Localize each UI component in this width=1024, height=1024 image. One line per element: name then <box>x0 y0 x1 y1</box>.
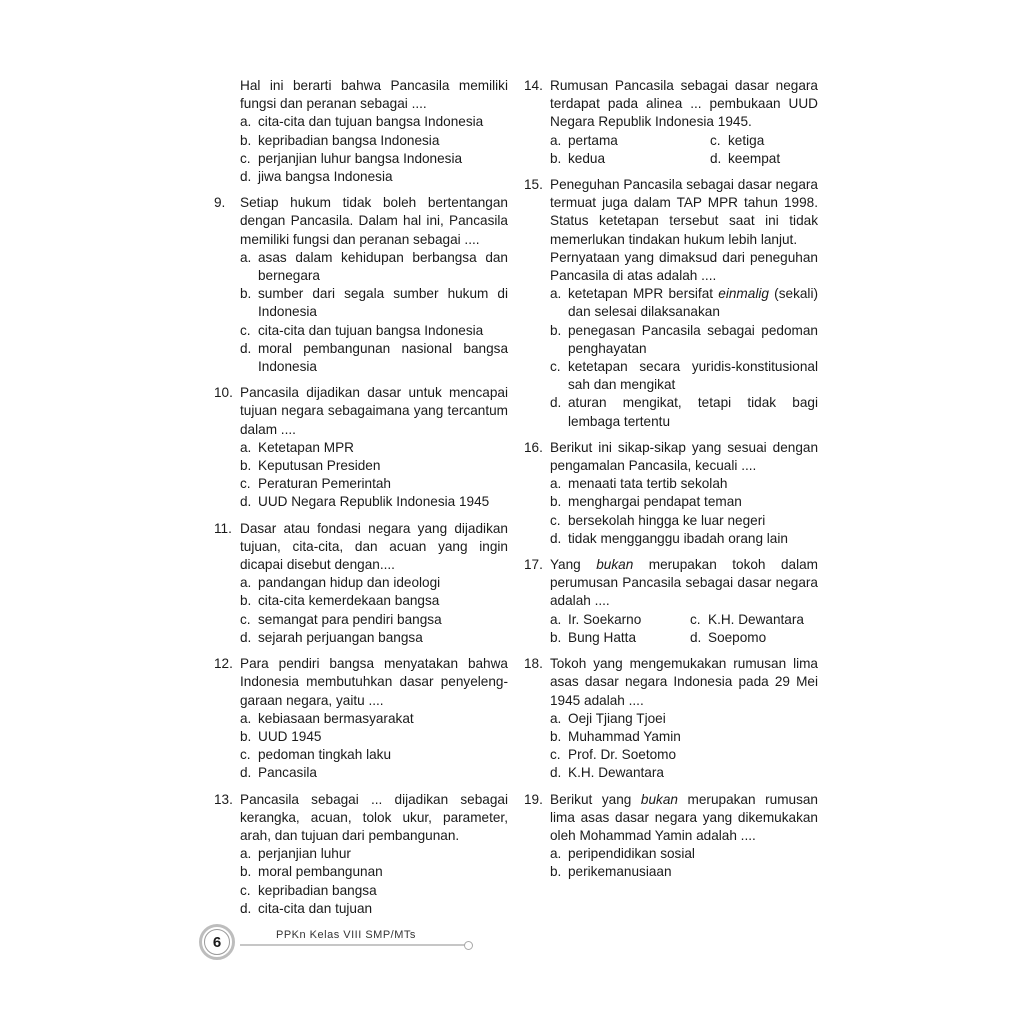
question-number: 10. <box>214 385 233 401</box>
option-b[interactable]: b. sumber dari segala sumber hukum di Indonesia <box>240 286 508 320</box>
option-a[interactable]: a. pertama <box>550 132 618 148</box>
options-grid <box>550 132 818 168</box>
option-c[interactable]: c. pedoman tingkah laku <box>240 747 392 763</box>
option-c[interactable]: c. ketetapan secara yuridis-konstitusional sah dan mengikat <box>550 359 818 393</box>
option-d[interactable]: d. Pancasila <box>240 765 317 781</box>
option-a[interactable]: a. cita-cita dan tujuan bangsa Indonesia <box>240 114 484 130</box>
question-stem: Hal ini berarti bahwa Pancasila memiliki fungsi dan peranan sebagai .... <box>240 78 508 112</box>
question-10 <box>214 384 508 511</box>
option-a[interactable]: a. Ir. Soekarno <box>550 611 642 627</box>
option-c[interactable]: c. Prof. Dr. Soetomo <box>550 747 677 763</box>
option-d[interactable]: d. moral pembangunan nasional bangsa Indonesia <box>240 340 508 375</box>
option-c[interactable]: c. kepribadian bangsa <box>240 882 377 898</box>
question-15 <box>524 176 818 431</box>
question-stem: Berikut ini sikap-sikap yang sesuai dengan pengamalan Pancasila, kecuali .... <box>550 439 818 474</box>
option-b[interactable]: b. perikemanusiaan <box>550 864 672 880</box>
question-9 <box>214 194 508 376</box>
footer-dot-icon <box>464 941 473 950</box>
option-b[interactable]: b. Keputusan Presiden <box>240 458 381 474</box>
option-d[interactable]: d. sejarah perjuangan bangsa <box>240 629 423 645</box>
option-d[interactable]: d. UUD Negara Republik Indonesia 1945 <box>240 494 490 510</box>
question-stem: Yang bukan merupakan tokoh dalam perumusan Pancasila sebagai dasar negara adalah .... <box>550 557 818 609</box>
question-stem: Berikut yang bukan merupakan rumusan lima asas dasar negara yang dikemukakan oleh Mohammad Yamin adalah .... <box>550 791 818 843</box>
question-18 <box>524 655 818 782</box>
question-number: 14. <box>524 78 543 93</box>
question-stem: Para pendiri bangsa menyatakan bahwa Indonesia membutuhkan dasar penyeleng-garaan negara, yaitu .... <box>240 656 508 708</box>
option-d[interactable]: d. jiwa bangsa Indonesia <box>240 169 393 185</box>
question-number: 15. <box>524 177 543 193</box>
question-8-continuation <box>214 77 508 186</box>
question-number: 11. <box>214 520 232 536</box>
option-b[interactable]: b. penegasan Pancasila sebagai pedoman penghayatan <box>550 322 818 356</box>
option-b[interactable]: b. cita-cita kemerdekaan bangsa <box>240 593 440 609</box>
italic-term: einmalig <box>718 286 769 302</box>
question-number: 12. <box>214 656 233 672</box>
option-b[interactable]: b. kepribadian bangsa Indonesia <box>240 132 440 148</box>
option-d[interactable]: d. Soepomo <box>690 629 767 645</box>
option-d[interactable]: d. keempat <box>710 150 781 166</box>
question-number: 17. <box>524 557 543 573</box>
left-column <box>214 77 508 926</box>
option-a[interactable]: a. pandangan hidup dan ideologi <box>240 575 441 591</box>
question-stem: Peneguhan Pancasila sebagai dasar negara termuat juga dalam TAP MPR tahun 1998. Status ketetapan tersebut saat ini tidak memerlukan tindakan hukum lebih lanjut. <box>550 177 818 247</box>
question-stem: Tokoh yang mengemukakan rumusan lima asas dasar negara Indonesia pada 29 Mei 1945 adalah .... <box>550 656 818 708</box>
question-stem: Pancasila dijadikan dasar untuk mencapai tujuan negara sebagaimana yang tercantum dalam .... <box>240 385 508 437</box>
option-b[interactable]: b. moral pembangunan <box>240 864 383 880</box>
option-d[interactable]: d. aturan mengikat, tetapi tidak bagi lembaga tertentu <box>550 395 818 429</box>
option-b[interactable]: b. Muhammad Yamin <box>550 728 681 744</box>
options-grid <box>550 611 818 647</box>
question-19 <box>524 791 818 882</box>
option-c[interactable]: c. ketiga <box>710 132 765 148</box>
question-16 <box>524 439 818 548</box>
right-column <box>524 77 818 890</box>
question-17 <box>524 556 818 647</box>
page-number-badge <box>199 924 235 960</box>
option-a[interactable]: a. peripendidikan sosial <box>550 846 695 862</box>
option-a[interactable]: a. ketetapan MPR bersifat einmalig (sekali) dan selesai dilaksanakan <box>550 286 818 320</box>
question-14 <box>524 77 818 168</box>
option-d[interactable]: d. tidak mengganggu ibadah orang lain <box>550 530 788 546</box>
page-number: 6 <box>204 929 230 955</box>
option-a[interactable]: a. menaati tata tertib sekolah <box>550 476 728 492</box>
question-number: 19. <box>524 791 543 807</box>
option-b[interactable]: b. menghargai pendapat teman <box>550 494 742 510</box>
question-stem: Pancasila sebagai ... dijadikan sebagai kerangka, acuan, tolok ukur, parameter, arah, dan tujuan dari pembangunan. <box>240 791 508 843</box>
question-12 <box>214 655 508 782</box>
footer-divider <box>240 944 466 946</box>
question-number: 18. <box>524 656 543 672</box>
question-11 <box>214 520 508 647</box>
option-b[interactable]: b. kedua <box>550 150 606 166</box>
italic-term: bukan <box>596 557 634 573</box>
option-a[interactable]: a. kebiasaan bermasyarakat <box>240 710 414 726</box>
book-title: PPKn Kelas VIII SMP/MTs <box>276 929 416 941</box>
question-number: 16. <box>524 439 543 455</box>
option-c[interactable]: c. perjanjian luhur bangsa Indonesia <box>240 150 463 166</box>
option-c[interactable]: c. Peraturan Pemerintah <box>240 476 391 492</box>
option-b[interactable]: b. UUD 1945 <box>240 728 322 744</box>
question-number: 9. <box>214 195 226 211</box>
question-13 <box>214 791 508 918</box>
option-c[interactable]: c. semangat para pendiri bangsa <box>240 611 442 627</box>
option-c[interactable]: c. K.H. Dewantara <box>690 611 804 627</box>
option-a[interactable]: a. Oeji Tjiang Tjoei <box>550 710 666 726</box>
option-d[interactable]: d. K.H. Dewantara <box>550 765 664 781</box>
option-a[interactable]: a. Ketetapan MPR <box>240 439 354 455</box>
option-c[interactable]: c. cita-cita dan tujuan bangsa Indonesia <box>240 322 484 338</box>
option-a[interactable]: a. perjanjian luhur <box>240 846 351 862</box>
option-a[interactable]: a. asas dalam kehidupan berbangsa dan bernegara <box>240 249 508 284</box>
italic-term: bukan <box>640 791 678 807</box>
question-number: 13. <box>214 791 233 807</box>
option-c[interactable]: c. bersekolah hingga ke luar negeri <box>550 512 766 528</box>
question-note: Pernyataan yang dimaksud dari peneguhan Pancasila di atas adalah .... <box>550 249 818 284</box>
question-stem: Dasar atau fondasi negara yang dijadikan tujuan, cita-cita, dan acuan yang ingin dicapai disebut dengan.... <box>240 520 508 573</box>
option-d[interactable]: d. cita-cita dan tujuan <box>240 900 373 916</box>
question-stem: Rumusan Pancasila sebagai dasar negara terdapat pada alinea ... pembukaan UUD Negara Republik Indonesia 1945. <box>550 78 818 130</box>
option-b[interactable]: b. Bung Hatta <box>550 629 637 645</box>
question-stem: Setiap hukum tidak boleh bertentangan dengan Pancasila. Dalam hal ini, Pancasila memiliki fungsi dan peranan sebagai .... <box>240 195 508 247</box>
